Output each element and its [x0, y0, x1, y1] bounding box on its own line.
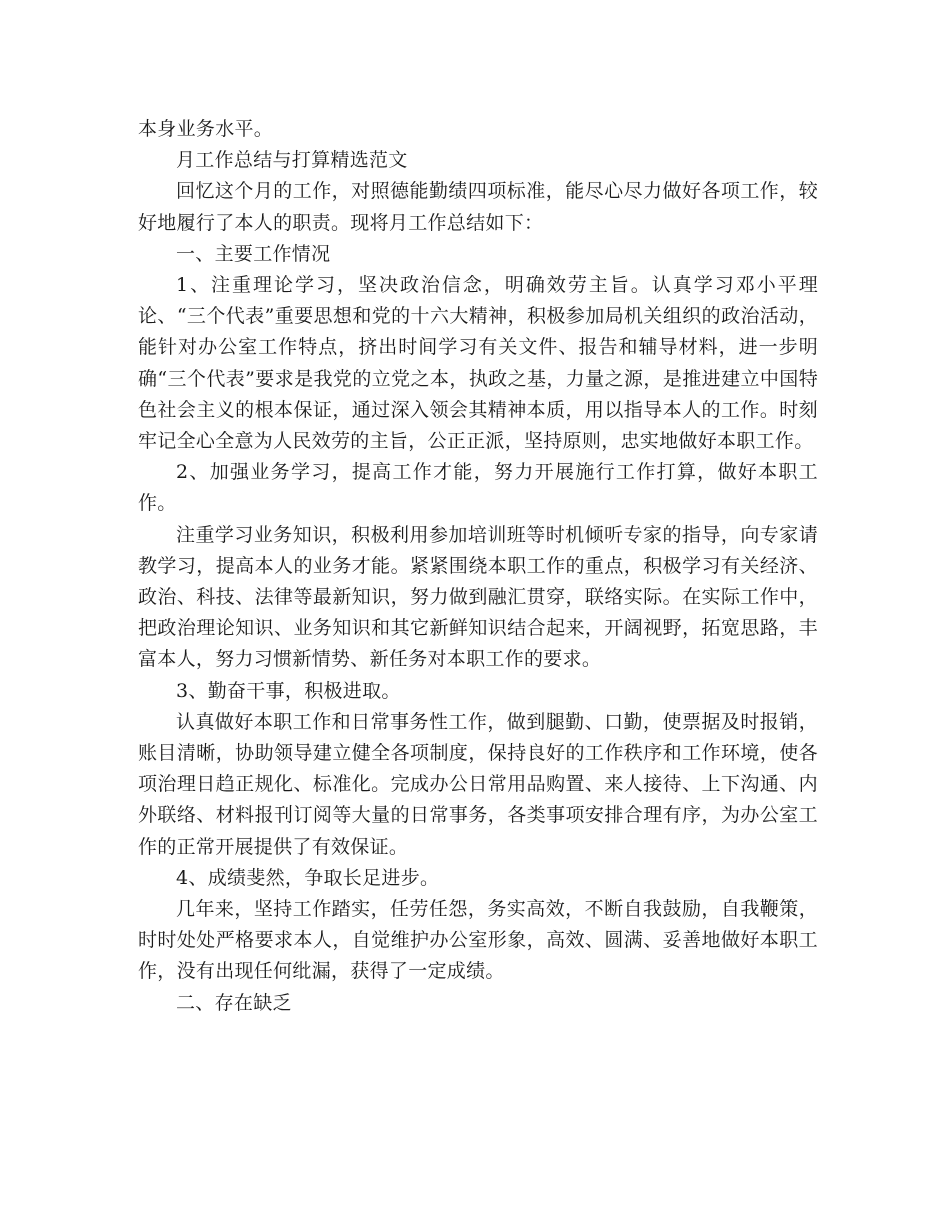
document-body [138, 114, 818, 1019]
paragraph: 注重学习业务知识，积极利用参加培训班等时机倾听专家的指导，向专家请教学习，提高本人的业务才能。紧紧围绕本职工作的重点，积极学习有关经济、政治、科技、法律等最新知识，努力做到融汇贯穿，联络实际。在实际工作中，把政治理论知识、业务知识和其它新鲜知识结合起来，开阔视野，拓宽思路，丰富本人，努力习惯新情势、新任务对本职工作的要求。 [138, 523, 818, 671]
paragraph: 认真做好本职工作和日常事务性工作，做到腿勤、口勤，使票据及时报销，账目清晰，协助领导建立健全各项制度，保持良好的工作秩序和工作环境，使各项治理日趋正规化、标准化。完成办公日常用品购置、来人接待、上下沟通、内外联络、材料报刊订阅等大量的日常事务，各类事项安排合理有序，为办公室工作的正常开展提供了有效保证。 [138, 710, 818, 858]
paragraph: 本身业务水平。 [138, 118, 274, 140]
paragraph: 1、注重理论学习，坚决政治信念，明确效劳主旨。认真学习邓小平理论、“三个代表”重要思想和党的十六大精神，积极参加局机关组织的政治活动，能针对办公室工作特点，挤出时间学习有关文件、报告和辅导材料，进一步明确“三个代表”要求是我党的立党之本，执政之基，力量之源，是推进建立中国特色社会主义的根本保证，通过深入领会其精神本质，用以指导本人的工作。时刻牢记全心全意为人民效劳的主旨，公正正派，坚持原则，忠实地做好本职工作。 [138, 274, 818, 453]
section-heading: 二、存在缺乏 [176, 991, 292, 1014]
subsection-heading: 4、成绩斐然，争取长足进步。 [176, 866, 440, 889]
subsection-heading: 3、勤奋干事，积极进取。 [176, 679, 401, 702]
section-heading: 一、主要工作情况 [176, 242, 331, 265]
paragraph: 几年来，坚持工作踏实，任劳任怨，务实高效，不断自我鼓励，自我鞭策，时时处处严格要求本人，自觉维护办公室形象，高效、圆满、妥善地做好本职工作，没有出现任何纰漏，获得了一定成绩。 [138, 898, 818, 983]
document-title: 月工作总结与打算精选范文 [176, 149, 408, 172]
subsection-heading: 2、加强业务学习，提高工作才能，努力开展施行工作打算，做好本职工作。 [138, 461, 818, 515]
paragraph: 回忆这个月的工作，对照德能勤绩四项标准，能尽心尽力做好各项工作，较好地履行了本人的职责。现将月工作总结如下： [138, 180, 818, 234]
